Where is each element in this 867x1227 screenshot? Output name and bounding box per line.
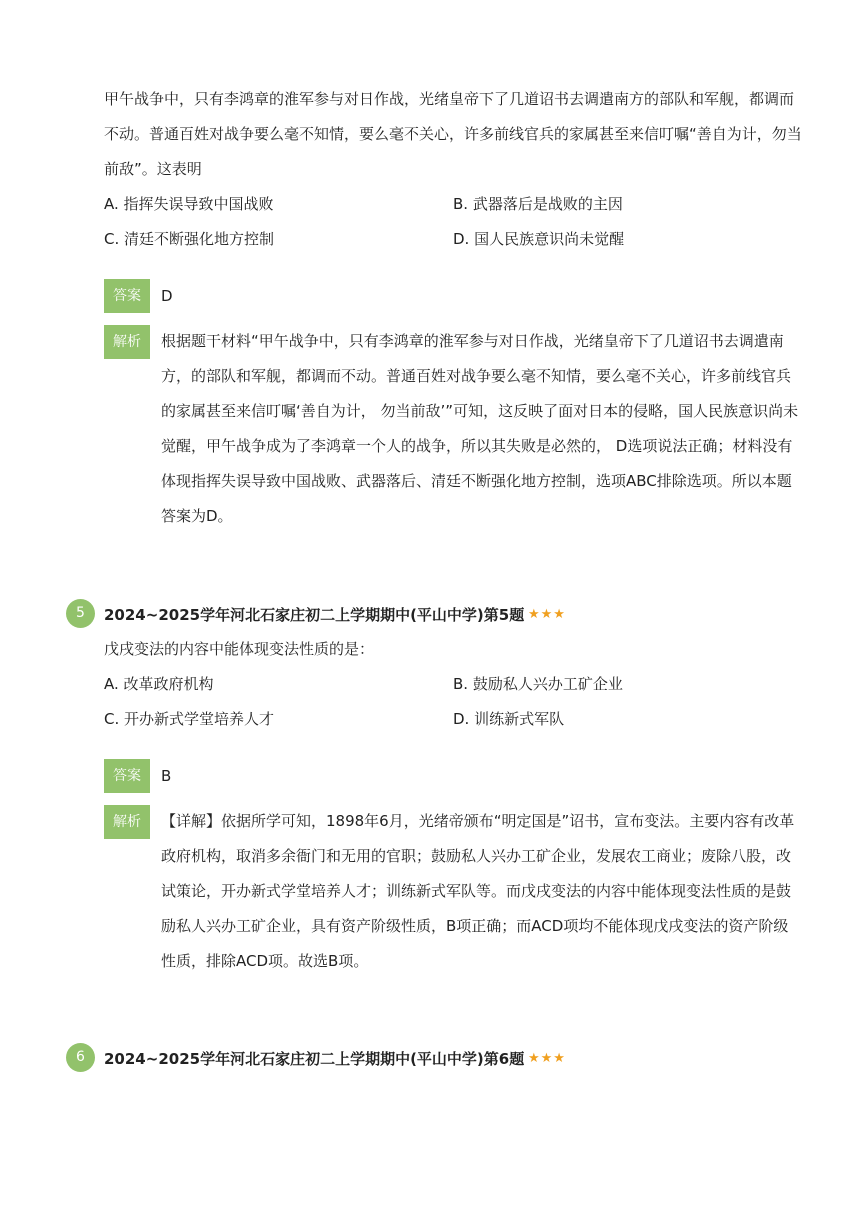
explanation-text: 根据题干材料“甲午战争中，只有李鸿章的淮军参与对日作战，光绪皇帝下了几道诏书去调遣南方，的部队和军舰，都调而不动。普通百姓对战争要么毫不知情，要么毫不关心，许多前线官兵的家属甚至来信叮嘱‘善自为计， 勿当前敌’”可知，这反映了面对日本的侵略，国人民族意识尚未觉醒，甲午战争成为了李鸿章一个人的战争，所以其失败是必然的， D选项说法正确；材料没有体现指挥失误导致中国战败、武器落后、清廷不断强化地方控制，选项ABC排除选项。所以本题答案为D。 — [161, 332, 799, 525]
difficulty-stars: ★★★ — [528, 1051, 566, 1066]
answer-value: B — [161, 767, 172, 785]
answer-value: D — [161, 287, 173, 305]
explanation-tag: 解析 — [104, 325, 150, 359]
option-c: C. 清廷不断强化地方控制 — [104, 230, 275, 248]
question-stem: 戊戌变法的内容中能体现变法性质的是： — [104, 640, 375, 658]
question-header — [66, 599, 626, 629]
option-b: B. 鼓励私人兴办工矿企业 — [453, 675, 623, 693]
question-number-badge: 6 — [66, 1043, 95, 1072]
answer-tag: 答案 — [104, 759, 150, 793]
explanation-text: 【详解】依据所学可知，1898年6月，光绪帝颁布“明定国是”诏书，宣布变法。主要内容有改革政府机构，取消多余衙门和无用的官职；鼓励私人兴办工矿企业，发展农工商业；废除八股，改试策论，开办新式学堂培养人才；训练新式军队等。而戊戌变法的内容中能体现变法性质的是鼓励私人兴办工矿企业，具有资产阶级性质，B项正确；而ACD项均不能体现戊戌变法的资产阶级性质，排除ACD项。故选B项。 — [161, 812, 795, 970]
question-stem: 甲午战争中，只有李鸿章的淮军参与对日作战，光绪皇帝下了几道诏书去调遣南方的部队和军舰，都调而不动。普通百姓对战争要么毫不知情，要么毫不关心，许多前线官兵的家属甚至来信叮嘱“善自为计，勿当前敌”。这表明 — [104, 90, 802, 178]
option-d: D. 国人民族意识尚未觉醒 — [453, 230, 625, 248]
question-title: 2024~2025学年河北石家庄初二上学期期中(平山中学)第5题 — [104, 606, 525, 624]
question-number-badge: 5 — [66, 599, 95, 628]
option-a: A. 指挥失误导致中国战败 — [104, 195, 274, 213]
difficulty-stars: ★★★ — [528, 607, 566, 622]
answer-tag: 答案 — [104, 279, 150, 313]
question-title: 2024~2025学年河北石家庄初二上学期期中(平山中学)第6题 — [104, 1050, 525, 1068]
option-c: C. 开办新式学堂培养人才 — [104, 710, 275, 728]
option-b: B. 武器落后是战败的主因 — [453, 195, 623, 213]
option-d: D. 训练新式军队 — [453, 710, 565, 728]
question-header — [66, 1043, 626, 1073]
explanation-tag: 解析 — [104, 805, 150, 839]
option-a: A. 改革政府机构 — [104, 675, 214, 693]
